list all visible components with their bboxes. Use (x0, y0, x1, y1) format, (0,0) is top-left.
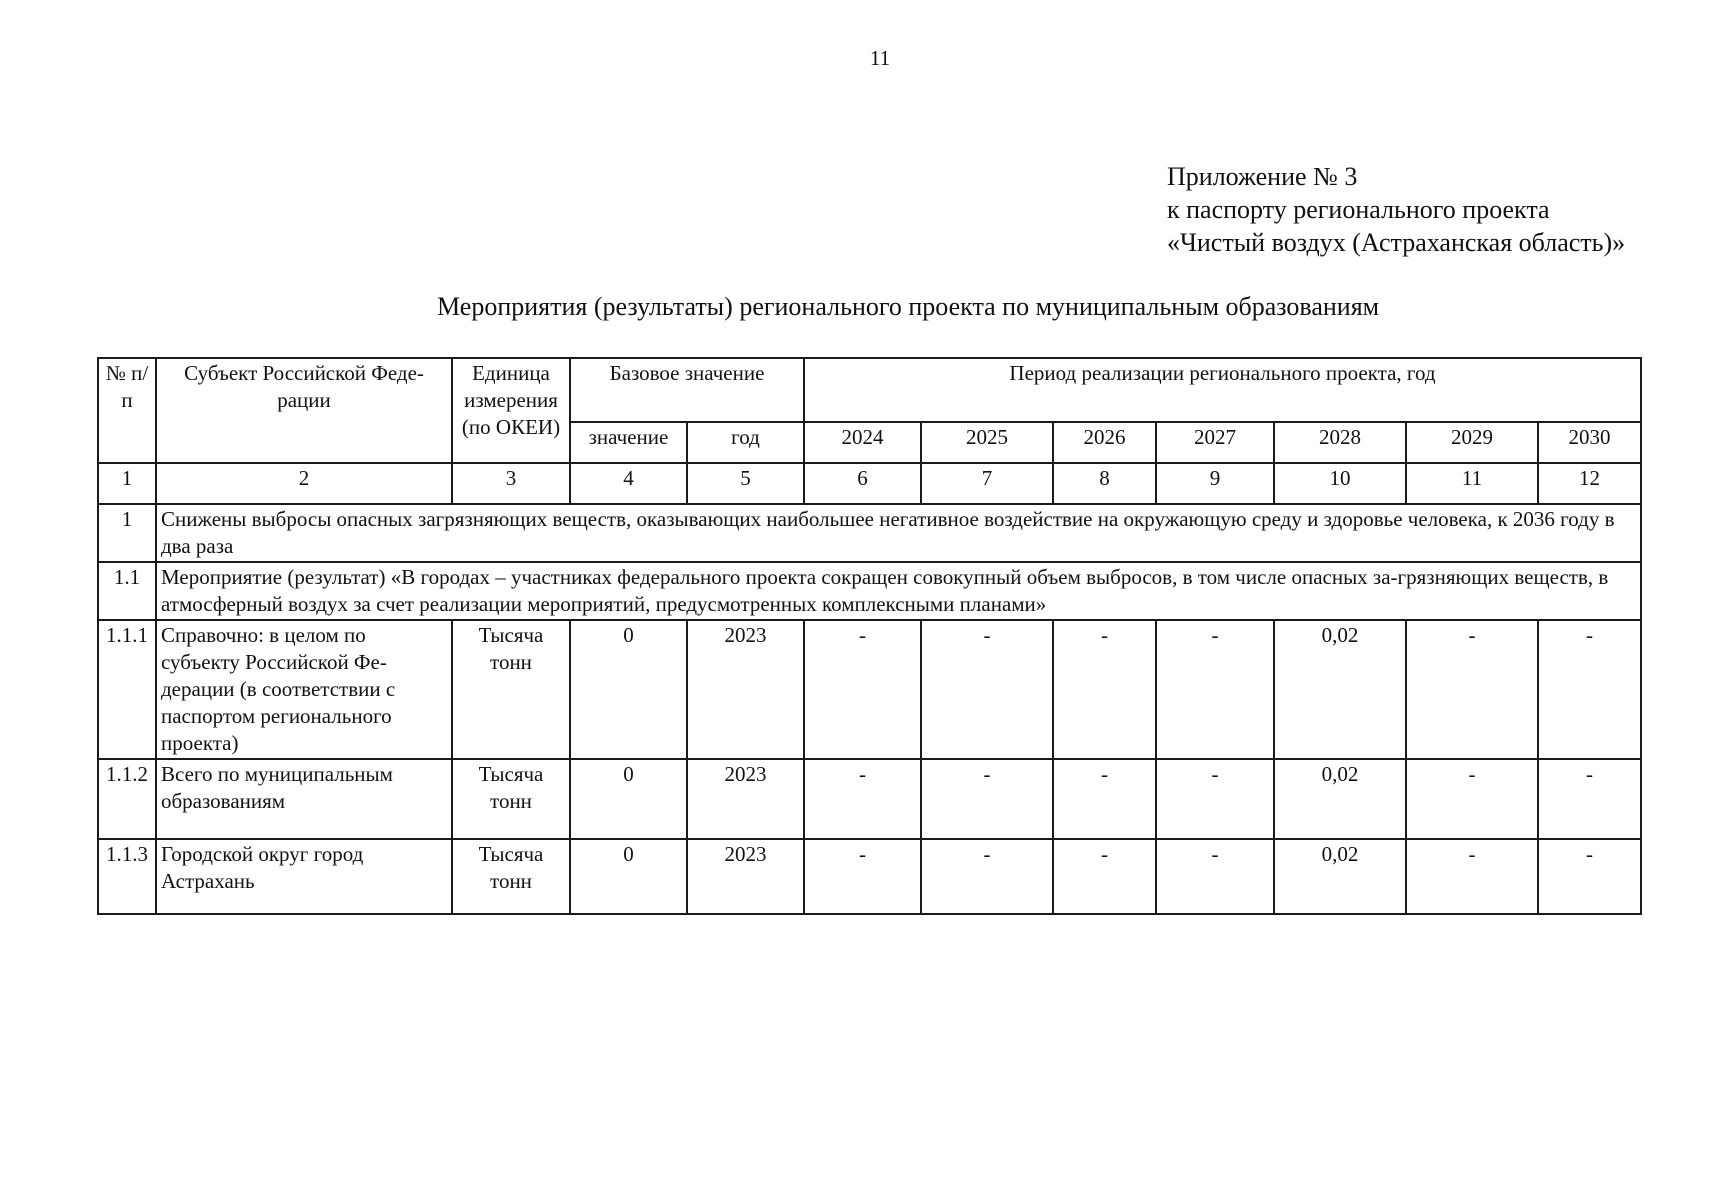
appendix-block (1167, 160, 1625, 259)
column-number-row (98, 463, 1641, 504)
row-num: 1.1.1 (98, 620, 156, 759)
row-subject: Справочно: в целом по субъекту Российской Фе-дерации (в соответствии с паспортом регионального проекта) (156, 620, 452, 759)
section-num: 1 (98, 504, 156, 562)
row-period-value: - (921, 620, 1053, 759)
section-row (98, 504, 1641, 562)
column-number: 6 (804, 463, 921, 504)
row-base-value: 0 (570, 839, 687, 914)
row-period-value: - (804, 620, 921, 759)
column-number: 3 (452, 463, 570, 504)
row-base-value: 0 (570, 620, 687, 759)
row-period-value: - (1538, 759, 1641, 839)
appendix-line-3: «Чистый воздух (Астраханская область)» (1167, 228, 1626, 257)
column-number: 8 (1053, 463, 1156, 504)
header-year: 2025 (921, 422, 1053, 463)
header-year: 2027 (1156, 422, 1274, 463)
row-period-value: - (1406, 620, 1538, 759)
row-period-value: - (804, 839, 921, 914)
appendix-line-2: к паспорту регионального проекта (1167, 195, 1550, 224)
header-base-value-sub: значение (570, 422, 687, 463)
table-row (98, 839, 1641, 914)
row-base-value: 0 (570, 759, 687, 839)
header-unit: Единица измерения (по ОКЕИ) (452, 358, 570, 463)
row-subject: Городской округ город Астрахань (156, 839, 452, 914)
column-number: 12 (1538, 463, 1641, 504)
column-number: 10 (1274, 463, 1406, 504)
row-period-value: - (1053, 839, 1156, 914)
row-unit: Тысяча тонн (452, 839, 570, 914)
row-period-value: 0,02 (1274, 620, 1406, 759)
header-num: № п/п (98, 358, 156, 463)
column-number: 9 (1156, 463, 1274, 504)
header-year: 2026 (1053, 422, 1156, 463)
row-base-year: 2023 (687, 759, 804, 839)
appendix-line-1: Приложение № 3 (1167, 162, 1358, 191)
row-num: 1.1.3 (98, 839, 156, 914)
subsection-row (98, 562, 1641, 620)
document-title: Мероприятия (результаты) регионального проекта по муниципальным образованиям (437, 292, 1380, 321)
results-table (97, 357, 1642, 915)
column-number: 4 (570, 463, 687, 504)
row-period-value: - (1053, 759, 1156, 839)
row-period-value: - (1406, 759, 1538, 839)
row-unit: Тысяча тонн (452, 759, 570, 839)
column-number: 2 (156, 463, 452, 504)
row-period-value: - (1053, 620, 1156, 759)
row-period-value: - (1538, 620, 1641, 759)
row-period-value: - (1538, 839, 1641, 914)
table-row (98, 620, 1641, 759)
row-period-value: - (804, 759, 921, 839)
header-subject: Субъект Российской Феде-рации (156, 358, 452, 463)
row-period-value: 0,02 (1274, 839, 1406, 914)
header-year: 2029 (1406, 422, 1538, 463)
column-number: 1 (98, 463, 156, 504)
subsection-text: Мероприятие (результат) «В городах – участниках федерального проекта сокращен совокупный объем выбросов, в том числе опасных за-грязняющих веществ, в атмосферный воздух за счет реализации мероприятий, предусмотренных комплексными планами» (156, 562, 1641, 620)
row-period-value: - (1406, 839, 1538, 914)
row-period-value: - (921, 839, 1053, 914)
row-base-year: 2023 (687, 839, 804, 914)
row-period-value: - (1156, 759, 1274, 839)
header-year: 2030 (1538, 422, 1641, 463)
header-year: 2028 (1274, 422, 1406, 463)
row-base-year: 2023 (687, 620, 804, 759)
column-number: 5 (687, 463, 804, 504)
subsection-num: 1.1 (98, 562, 156, 620)
row-period-value: - (1156, 839, 1274, 914)
section-text: Снижены выбросы опасных загрязняющих веществ, оказывающих наибольшее негативное воздействие на окружающую среду и здоровье человека, к 2036 году в два раза (156, 504, 1641, 562)
header-period: Период реализации регионального проекта, год (804, 358, 1641, 422)
row-period-value: 0,02 (1274, 759, 1406, 839)
row-num: 1.1.2 (98, 759, 156, 839)
column-number: 7 (921, 463, 1053, 504)
row-subject: Всего по муниципальным образованиям (156, 759, 452, 839)
table-row (98, 759, 1641, 839)
row-unit: Тысяча тонн (452, 620, 570, 759)
row-period-value: - (1156, 620, 1274, 759)
header-row (98, 358, 1641, 422)
header-year: 2024 (804, 422, 921, 463)
header-base-year-sub: год (687, 422, 804, 463)
page-number: 11 (869, 46, 891, 70)
row-period-value: - (921, 759, 1053, 839)
header-base-value: Базовое значение (570, 358, 804, 422)
column-number: 11 (1406, 463, 1538, 504)
